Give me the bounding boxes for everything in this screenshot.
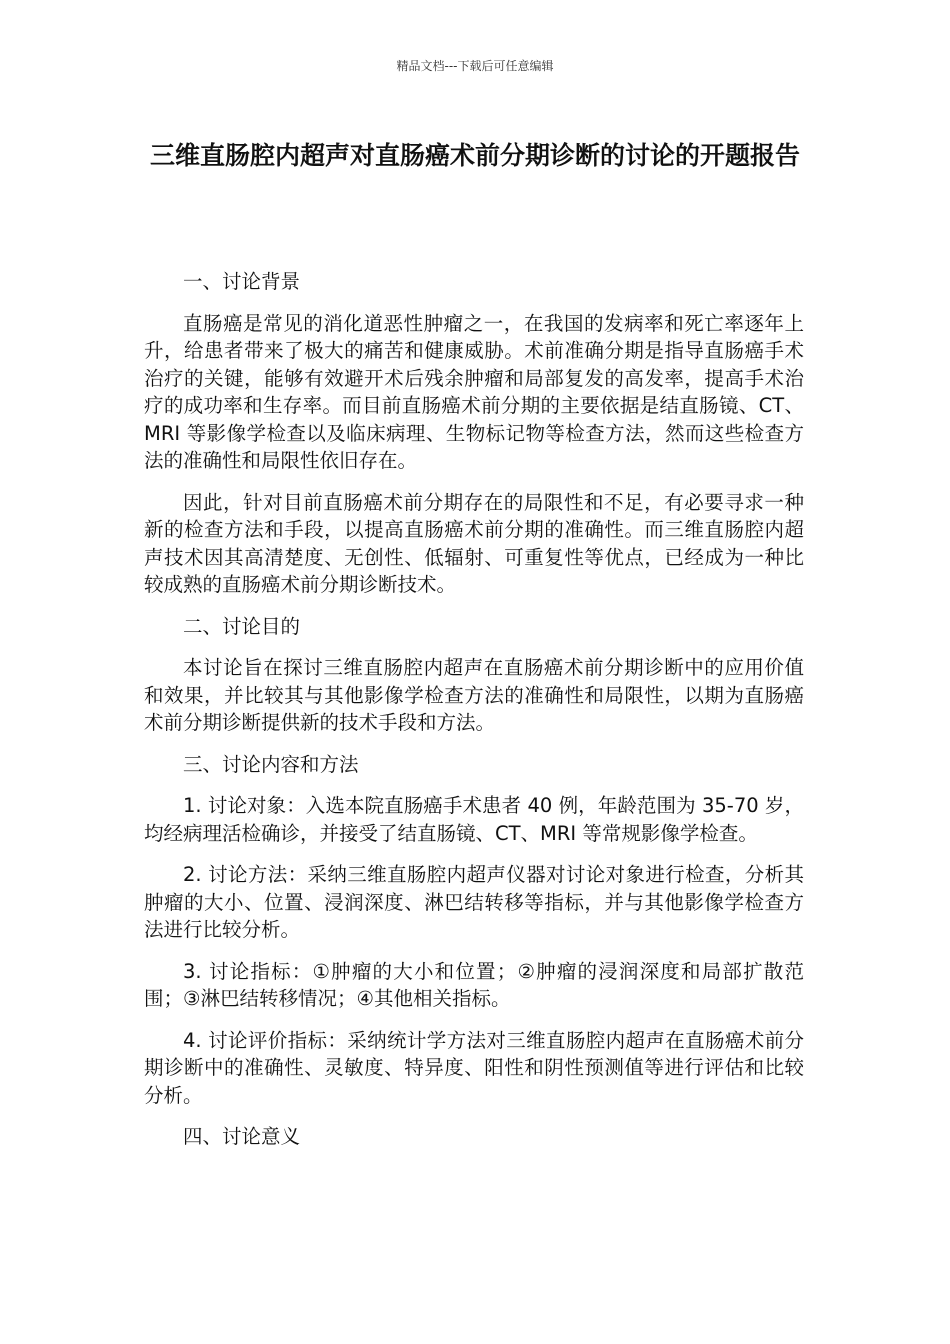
document-title: 三维直肠腔内超声对直肠癌术前分期诊断的讨论的开题报告 — [149, 141, 800, 170]
section-heading-content-methods: 三、讨论内容和方法 — [183, 752, 359, 776]
paragraph-background-1: 直肠癌是常见的消化道恶性肿瘤之一，在我国的发病率和死亡率逐年上升，给患者带来了极大的痛苦和健康威胁。术前准确分期是指导直肠癌手术治疗的关键，能够有效避开术后残余肿瘤和局部复发的高发率，提高手术治疗的成功率和生存率。而目前直肠癌术前分期的主要依据是结直肠镜、CT、MRI 等影像学检查以及临床病理、生物标记物等检查方法，然而这些检查方法的准确性和局限性依旧存在。 — [144, 311, 804, 472]
paragraph-background-2: 因此，针对目前直肠癌术前分期存在的局限性和不足，有必要寻求一种新的检查方法和手段，以提高直肠癌术前分期的准确性。而三维直肠腔内超声技术因其高清楚度、无创性、低辐射、可重复性等优点，已经成为一种比较成熟的直肠癌术前分期诊断技术。 — [144, 490, 804, 596]
section-heading-purpose: 二、讨论目的 — [183, 614, 301, 638]
section-heading-background: 一、讨论背景 — [183, 270, 301, 293]
list-item-methods: 2. 讨论方法：采纳三维直肠腔内超声仪器对讨论对象进行检查，分析其肿瘤的大小、位置、浸润深度、淋巴结转移等指标，并与其他影像学检查方法进行比较分析。 — [144, 863, 804, 941]
list-item-subjects: 1. 讨论对象：入选本院直肠癌手术患者 40 例，年龄范围为 35-70 岁，均经病理活检确诊，并接受了结直肠镜、CT、MRI 等常规影像学检查。 — [144, 794, 804, 845]
section-heading-significance: 四、讨论意义 — [183, 1125, 301, 1148]
header-note: 精品文档---下载后可任意编辑 — [396, 59, 554, 73]
list-item-indicators: 3. 讨论指标：①肿瘤的大小和位置；②肿瘤的浸润深度和局部扩散范围；③淋巴结转移情况；④其他相关指标。 — [144, 959, 804, 1010]
paragraph-purpose: 本讨论旨在探讨三维直肠腔内超声在直肠癌术前分期诊断中的应用价值和效果，并比较其与其他影像学检查方法的准确性和局限性，以期为直肠癌术前分期诊断提供新的技术手段和方法。 — [144, 656, 804, 734]
document-body — [144, 268, 804, 1165]
list-item-evaluation: 4. 讨论评价指标：采纳统计学方法对三维直肠腔内超声在直肠癌术前分期诊断中的准确性、灵敏度、特异度、阳性和阴性预测值等进行评估和比较分析。 — [144, 1028, 804, 1107]
